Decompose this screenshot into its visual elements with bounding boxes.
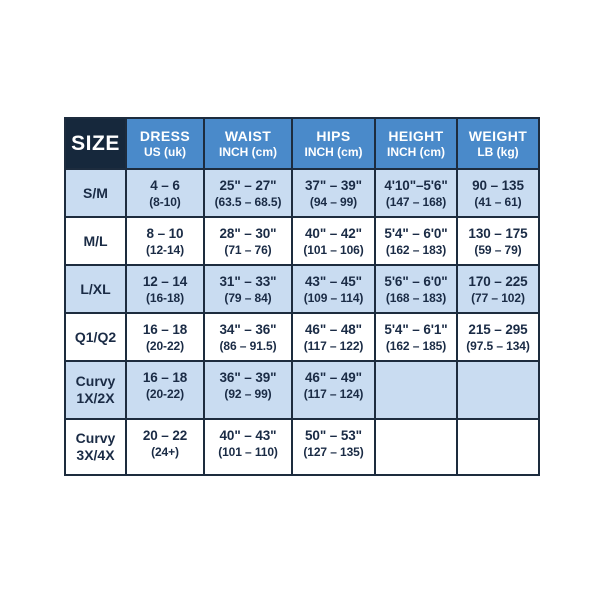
cell-primary-value: 28" – 30": [219, 225, 277, 241]
data-cell: [126, 419, 204, 475]
column-title: WEIGHT: [468, 128, 528, 144]
row-size-label: Curvy 1X/2X: [65, 361, 126, 419]
row-size-label: L/XL: [65, 265, 126, 313]
cell-secondary-value: (16-18): [146, 290, 184, 305]
column-subtitle: LB (kg): [477, 145, 519, 159]
data-cell: [126, 169, 204, 217]
cell-primary-value: 25" – 27": [219, 177, 277, 193]
cell-primary-value: 170 – 225: [468, 273, 528, 289]
cell-secondary-value: (168 – 183): [385, 290, 447, 305]
size-corner-header: SIZE: [65, 118, 126, 169]
cell-primary-value: 34" – 36": [219, 321, 277, 337]
data-cell: [204, 361, 292, 419]
cell-secondary-value: (59 – 79): [474, 242, 522, 257]
column-subtitle: INCH (cm): [304, 145, 363, 159]
data-cell: [375, 265, 457, 313]
cell-secondary-value: (97.5 – 134): [466, 338, 530, 353]
cell-primary-value: 46" – 48": [305, 321, 362, 337]
cell-secondary-value: (162 – 185): [385, 338, 447, 353]
cell-primary-value: 4'10"–5'6": [384, 177, 448, 193]
column-subtitle: US (uk): [144, 145, 186, 159]
column-header-hips: [292, 118, 375, 169]
data-cell: [126, 313, 204, 361]
cell-secondary-value: (79 – 84): [224, 290, 272, 305]
header-row: [65, 118, 539, 169]
data-cell: [126, 265, 204, 313]
cell-primary-value: 16 – 18: [142, 370, 188, 385]
cell-secondary-value: (101 – 110): [218, 445, 278, 459]
cell-secondary-value: (24+): [151, 445, 179, 459]
column-title: HIPS: [316, 128, 351, 144]
table-row: [65, 169, 539, 217]
size-table-body: [65, 169, 539, 475]
table-row: [65, 361, 539, 419]
column-header-weight: [457, 118, 539, 169]
cell-secondary-value: (20-22): [146, 338, 184, 353]
data-cell: [126, 217, 204, 265]
cell-secondary-value: (109 – 114): [303, 290, 364, 305]
row-size-label: S/M: [65, 169, 126, 217]
cell-primary-value: 37" – 39": [305, 177, 362, 193]
cell-secondary-value: (20-22): [146, 387, 184, 401]
cell-secondary-value: (147 – 168): [385, 194, 447, 209]
cell-primary-value: 5'4" – 6'0": [384, 225, 448, 241]
data-cell: [375, 217, 457, 265]
data-cell: [375, 169, 457, 217]
cell-primary-value: 215 – 295: [468, 321, 528, 337]
cell-secondary-value: (101 – 106): [303, 242, 364, 257]
cell-secondary-value: (71 – 76): [224, 242, 272, 257]
cell-secondary-value: (92 – 99): [224, 387, 272, 401]
data-cell: [375, 313, 457, 361]
column-title: WAIST: [224, 128, 272, 144]
data-cell: [457, 313, 539, 361]
cell-secondary-value: (77 – 102): [471, 290, 525, 305]
data-cell: [204, 265, 292, 313]
data-cell: [375, 361, 457, 419]
data-cell: [292, 361, 375, 419]
data-cell: [204, 419, 292, 475]
column-title: HEIGHT: [388, 128, 444, 144]
data-cell: [292, 265, 375, 313]
cell-secondary-value: (127 – 135): [303, 445, 364, 459]
cell-secondary-value: (63.5 – 68.5): [214, 194, 282, 209]
data-cell: [457, 217, 539, 265]
row-size-label: Curvy 3X/4X: [65, 419, 126, 475]
cell-primary-value: 40" – 43": [219, 428, 277, 443]
table-row: [65, 217, 539, 265]
data-cell: [457, 169, 539, 217]
data-cell: [457, 361, 539, 419]
column-subtitle: INCH (cm): [218, 145, 277, 159]
cell-primary-value: 8 – 10: [146, 225, 184, 241]
cell-primary-value: 31" – 33": [219, 273, 277, 289]
cell-secondary-value: (8-10): [149, 194, 181, 209]
cell-secondary-value: (117 – 124): [303, 387, 364, 401]
size-chart-table: [64, 117, 540, 476]
cell-primary-value: 5'6" – 6'0": [384, 273, 448, 289]
cell-primary-value: 43" – 45": [305, 273, 362, 289]
cell-secondary-value: (41 – 61): [474, 194, 522, 209]
column-header-dress: [126, 118, 204, 169]
data-cell: [204, 169, 292, 217]
cell-primary-value: 90 – 135: [472, 177, 524, 193]
cell-primary-value: 40" – 42": [305, 225, 362, 241]
cell-secondary-value: (86 – 91.5): [219, 338, 277, 353]
column-header-height: [375, 118, 457, 169]
column-subtitle: INCH (cm): [386, 145, 445, 159]
data-cell: [292, 217, 375, 265]
cell-primary-value: 4 – 6: [150, 177, 180, 193]
column-header-waist: [204, 118, 292, 169]
cell-secondary-value: (94 – 99): [309, 194, 358, 209]
cell-primary-value: 12 – 14: [142, 273, 188, 289]
data-cell: [457, 265, 539, 313]
data-cell: [126, 361, 204, 419]
cell-primary-value: 5'4" – 6'1": [384, 321, 448, 337]
cell-primary-value: 20 – 22: [142, 428, 188, 443]
column-title: DRESS: [139, 128, 191, 144]
data-cell: [204, 217, 292, 265]
cell-primary-value: 46" – 49": [305, 370, 362, 385]
data-cell: [292, 169, 375, 217]
data-cell: [292, 419, 375, 475]
cell-primary-value: 130 – 175: [468, 225, 528, 241]
table-row: [65, 419, 539, 475]
row-size-label: M/L: [65, 217, 126, 265]
data-cell: [204, 313, 292, 361]
data-cell: [457, 419, 539, 475]
cell-primary-value: 16 – 18: [142, 321, 188, 337]
row-size-label: Q1/Q2: [65, 313, 126, 361]
data-cell: [375, 419, 457, 475]
cell-primary-value: 36" – 39": [219, 370, 277, 385]
table-row: [65, 313, 539, 361]
data-cell: [292, 313, 375, 361]
cell-primary-value: 50" – 53": [305, 428, 362, 443]
cell-secondary-value: (162 – 183): [385, 242, 447, 257]
cell-secondary-value: (12-14): [146, 242, 184, 257]
table-row: [65, 265, 539, 313]
cell-secondary-value: (117 – 122): [303, 338, 364, 353]
